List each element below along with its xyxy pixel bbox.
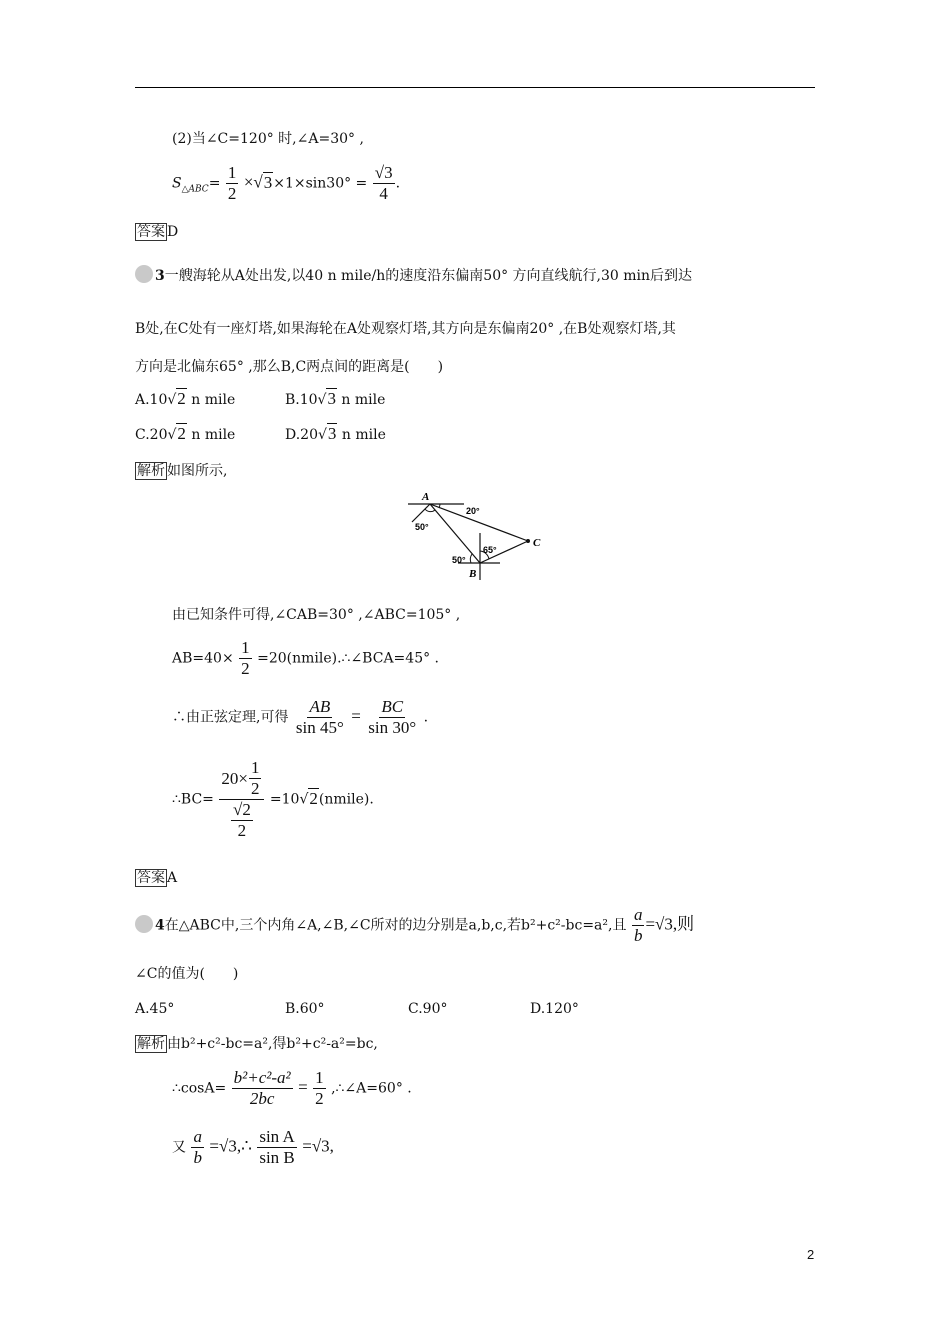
question-4-line1: 4在△ABC中,三个内角∠A,∠B,∠C所对的边分别是a,b,c,若b²+c²-bc=a²,且 $\frac{a}{b}$ =√3,则 xyxy=(135,905,694,946)
fraction-half: $\frac{1}{2}$ xyxy=(227,163,237,203)
navigation-figure xyxy=(400,488,550,580)
label-B: B xyxy=(469,568,477,580)
solution-3-line3: ∴由正弦定理,可得 $\frac{AB}{\sin 45^\circ}$ = $\frac{BC}{\sin 30^\circ}$ . xyxy=(172,697,429,737)
area-formula: $S_{\triangle ABC}=$ $\frac{1}{2}$ ×√3×1×sin30° = $\frac{√3}{4}$ . xyxy=(172,163,401,203)
q4-option-a: A.45° xyxy=(135,1001,175,1017)
question-3-line3: 方向是北偏东65° ,那么B,C两点间的距离是( ) xyxy=(135,359,444,375)
question-badge-icon xyxy=(135,265,153,283)
option-a: A.10√2 n mile xyxy=(135,389,236,408)
part2-line1: (2)当∠C=120° 时,∠A=30° , xyxy=(172,131,364,147)
option-d: D.20√3 n mile xyxy=(285,424,386,443)
option-b: B.10√3 n mile xyxy=(285,389,386,408)
page-number: 2 xyxy=(807,1247,815,1262)
answer-line-2 xyxy=(135,869,177,887)
solution-3-intro: 解析 如图所示, xyxy=(137,463,228,479)
question-3-line1: 3一艘海轮从A处出发,以40 n mile/h的速度沿东偏南50° 方向直线航行,30 min后到达 xyxy=(135,265,692,285)
question-3-line2: B处,在C处有一座灯塔,如果海轮在A处观察灯塔,其方向是东偏南20° ,在B处观察灯塔,其 xyxy=(135,321,676,337)
label-A: A xyxy=(422,491,430,503)
compound-fraction: 20× $\frac{1}{2}$ $\frac{√2}{2}$ xyxy=(219,758,264,841)
angle-65: 65° xyxy=(483,545,497,555)
angle-20: 20° xyxy=(466,506,480,516)
solution-3-line4: ∴BC= 20× $\frac{1}{2}$ $\frac{√2}{2}$ =10√2(nmile). xyxy=(172,758,374,840)
q4-option-b: B.60° xyxy=(285,1001,325,1017)
solution-4-line3: 又 $\frac{a}{b}$ =√3,∴ $\frac{\text{sin A}}{\text{sin B}}$ =√3, xyxy=(172,1127,334,1167)
solution-4-line2: ∴cosA= $\frac{\text{b²+c²-a²}}{2bc}$ = $\frac{1}{2}$ ,∴∠A=60° . xyxy=(172,1068,412,1108)
angle-50-top: 50° xyxy=(415,522,429,532)
option-c: C.20√2 n mile xyxy=(135,424,236,443)
q4-option-c: C.90° xyxy=(408,1001,448,1017)
solution-3-line2: AB=40× $\frac{1}{2}$ =20(nmile).∴∠BCA=45° . xyxy=(172,638,439,678)
fraction-result: $\frac{√3}{4}$ xyxy=(374,163,393,203)
solution-3-line1: 由已知条件可得,∠CAB=30° ,∠ABC=105° , xyxy=(172,607,461,623)
question-badge-icon xyxy=(135,915,153,933)
answer-label: 答案 xyxy=(137,224,165,240)
q4-option-d: D.120° xyxy=(530,1001,579,1017)
solution-4-line1: 解析 由b²+c²-bc=a²,得b²+c²-a²=bc, xyxy=(137,1036,378,1052)
header-rule xyxy=(135,87,815,88)
question-4-line2: ∠C的值为( ) xyxy=(135,966,239,982)
solution-label: 解析 xyxy=(137,463,165,479)
angle-50-bottom: 50° xyxy=(452,555,466,565)
answer-value: D xyxy=(167,224,179,240)
solution-label: 解析 xyxy=(137,1036,165,1052)
label-C: C xyxy=(533,537,541,549)
answer-label: 答案 xyxy=(137,870,165,886)
answer-value: A xyxy=(167,870,178,886)
answer-line-1 xyxy=(135,223,178,241)
